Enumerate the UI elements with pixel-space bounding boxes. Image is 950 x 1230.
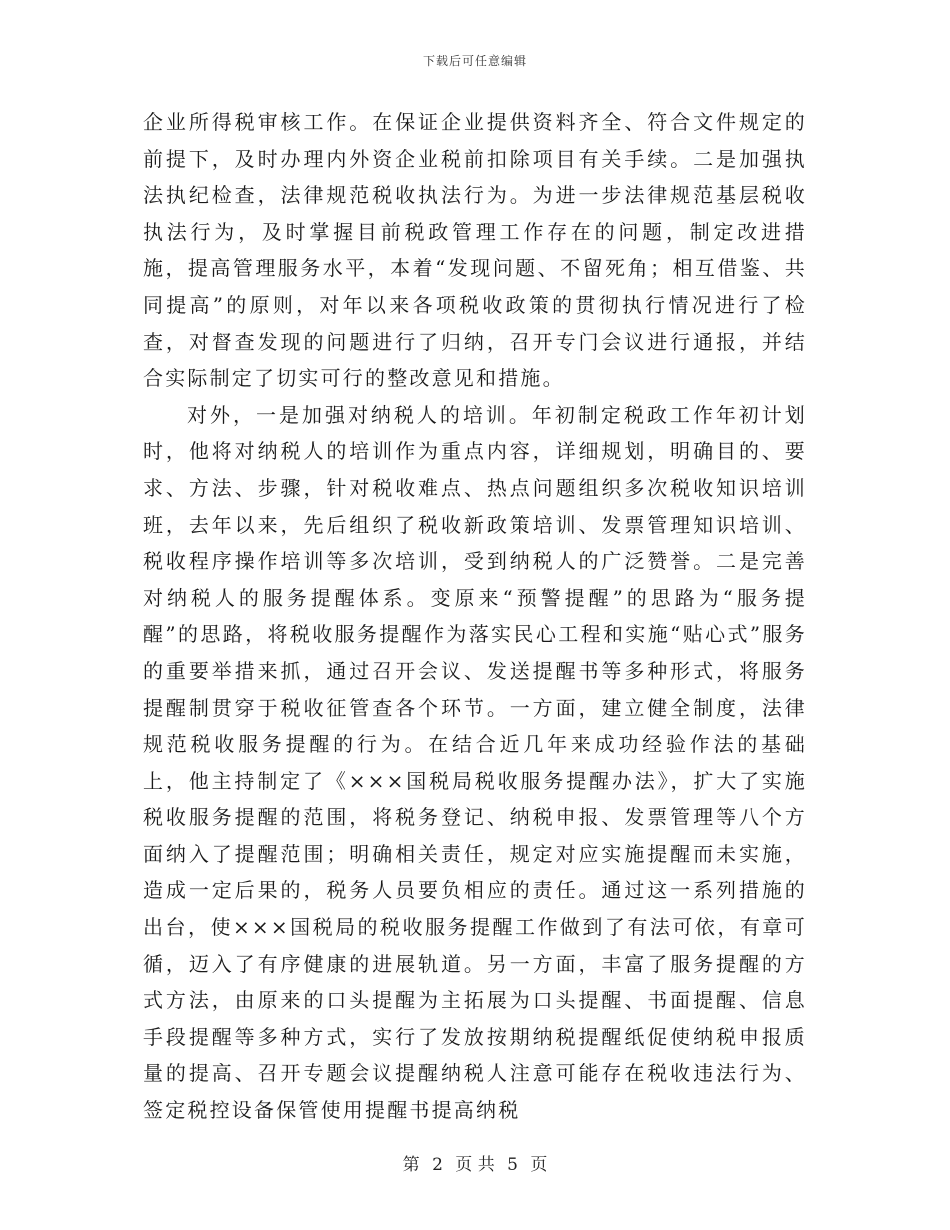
- footer-prefix: 第: [402, 1155, 420, 1175]
- body-paragraph: 企业所得税审核工作。在保证企业提供资料齐全、符合文件规定的前提下，及时办理内外资企业税前扣除项目有关手续。二是加强执法执纪检查，法律规范税收执法行为。为进一步法律规范基层税收执法行为，及时掌握目前税政管理工作存在的问题，制定改进措施，提高管理服务水平，本着“发现问题、不留死角；相互借鉴、共同提高”的原则，对年以来各项税收政策的贯彻执行情况进行了检查，对督查发现的问题进行了归纳，召开专门会议进行通报，并结合实际制定了切实可行的整改意见和措施。: [143, 110, 807, 391]
- page-header: 下载后可任意编辑: [422, 54, 527, 68]
- body-paragraph: 对外，一是加强对纳税人的培训。年初制定税政工作年初计划时，他将对纳税人的培训作为重点内容，详细规划，明确目的、要求、方法、步骤，针对税收难点、热点问题组织多次税收知识培训班，去年以来，先后组织了税收新政策培训、发票管理知识培训、税收程序操作培训等多次培训，受到纳税人的广泛赞誉。二是完善对纳税人的服务提醒体系。变原来“预警提醒”的思路为“服务提醒”的思路，将税收服务提醒作为落实民心工程和实施“贴心式”服务的重要举措来抓，通过召开会议、发送提醒书等多种形式，将服务提醒制贯穿于税收征管查各个环节。一方面，建立健全制度，法律规范税收服务提醒的行为。在结合近几年来成功经验作法的基础上，他主持制定了《×××国税局税收服务提醒办法》，扩大了实施税收服务提醒的范围，将税务登记、纳税申报、发票管理等八个方面纳入了提醒范围；明确相关责任，规定对应实施提醒而未实施，造成一定后果的，税务人员要负相应的责任。通过这一系列措施的出台，使×××国税局的税收服务提醒工作做到了有法可依，有章可循，迈入了有序健康的进展轨道。另一方面，丰富了服务提醒的方式方法，由原来的口头提醒为主拓展为口头提醒、书面提醒、信息手段提醒等多种方式，实行了发放按期纳税提醒纸促使纳税申报质量的提高、召开专题会议提醒纳税人注意可能存在税收违法行为、签定税控设备保管使用提醒书提高纳税: [143, 402, 807, 1123]
- footer-suffix: 页: [530, 1155, 548, 1175]
- footer-middle: 页 共: [455, 1155, 495, 1175]
- page-number-total: 5: [507, 1155, 518, 1175]
- page-footer: [0, 1150, 950, 1175]
- document-body: [143, 104, 807, 1129]
- page-number-current: 2: [432, 1155, 443, 1175]
